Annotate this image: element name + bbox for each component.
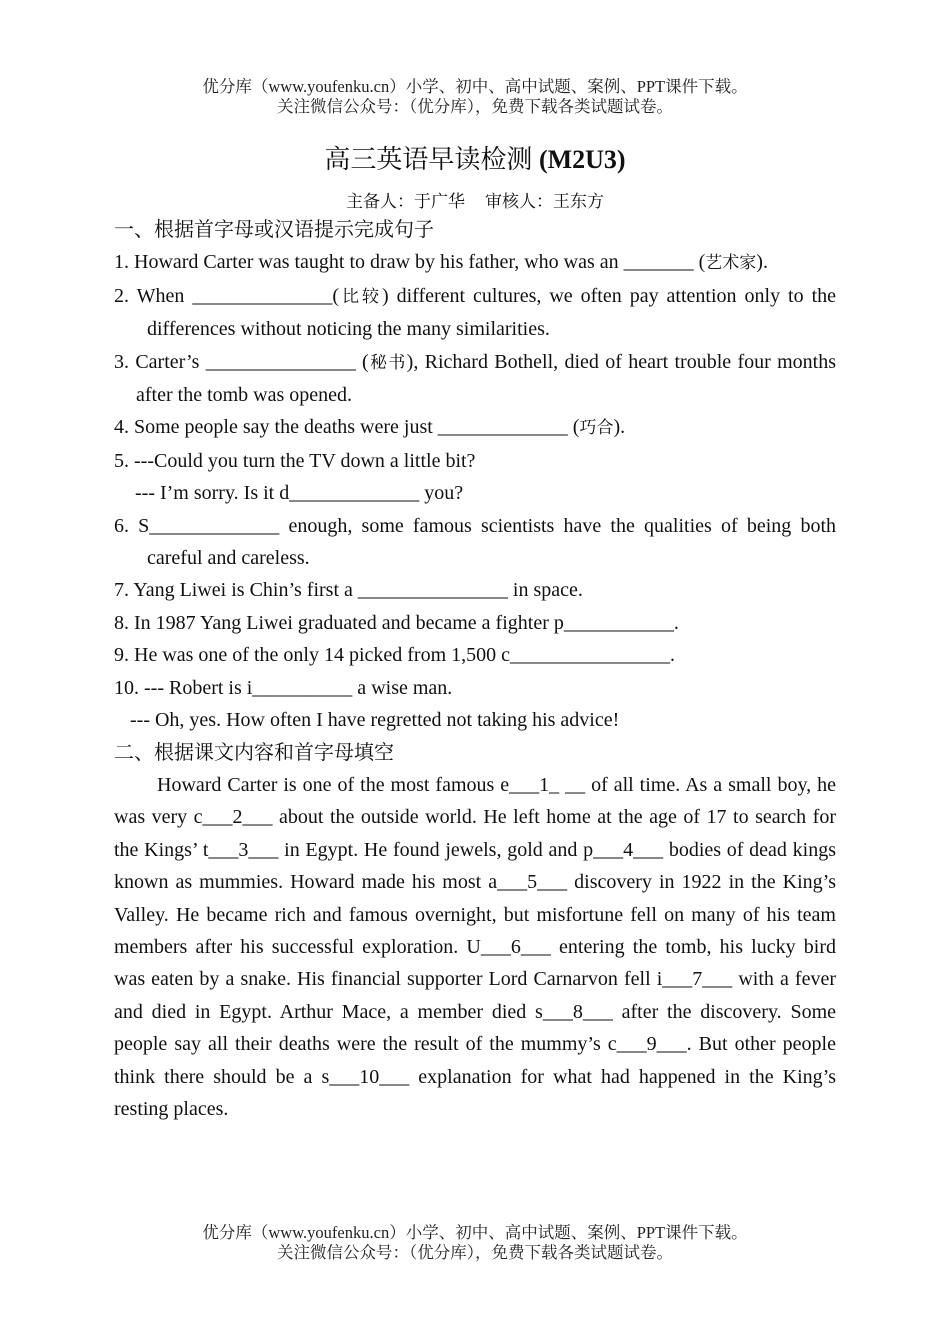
question-4-text: 4. Some people say the deaths were just _____________ ( xyxy=(114,416,580,439)
header-line-2: 关注微信公众号：（优分库），免费下载各类试题试卷。 xyxy=(277,97,673,116)
question-3-text: 3. Carter’s _______________ ( xyxy=(114,350,369,373)
page-title xyxy=(0,142,950,178)
footer-line-1: 优分库（www.youfenku.cn）小学、初中、高中试题、案例、PPT课件下载。 xyxy=(202,1223,748,1242)
question-1-text: 1. Howard Carter was taught to draw by his father, who was an _______ ( xyxy=(114,251,706,274)
question-2-end: ) different cultures, we often pay attention only to the differences without noticing the many similarities. xyxy=(147,284,837,341)
question-2-text: 2. When ______________( xyxy=(114,284,340,307)
question-5-ask: 5. ---Could you turn the TV down a little bit? xyxy=(114,449,476,472)
question-4-hint: 巧合 xyxy=(579,418,614,438)
question-2 xyxy=(114,280,836,346)
reviewer: 审核人：王东方 xyxy=(485,192,604,211)
cloze-passage: Howard Carter is one of the most famous e___1_ __ of all time. As a small boy, he was very c___2___ about the outside world. He left home at the age of 17 to search for the Kings’ t___3___ in Egypt. He found jewels, gold and p___4___ bodies of dead kings known as mummies. Howard made his most a___5___ discovery in 1922 in the King’s Valley. He became rich and famous overnight, but misfortune fell on many of his team members after his successful exploration. U___6___ entering the tomb, his lucky bird was eaten by a snake. His financial supporter Lord Carnarvon fell i___7___ with a fever and died in Egypt. Arthur Mace, a member died s___8___ after the discovery. Some people say all their deaths were the result of the mummy’s c___9___. But other people think there should be a s___10___ explanation for what had happened in the King’s resting places. xyxy=(114,773,836,1120)
question-6: 6. S_____________ enough, some famous scientists have the qualities of being both careful and careless. xyxy=(114,514,836,570)
authors-line xyxy=(0,190,950,214)
section-2-heading: 二、根据课文内容和首字母填空 xyxy=(114,741,394,764)
question-1 xyxy=(114,246,836,279)
question-9: 9. He was one of the only 14 picked from 1,500 c________________. xyxy=(114,644,676,667)
question-2-hint: 比较 xyxy=(339,286,382,306)
question-5-reply: --- I’m sorry. Is it d_____________ you? xyxy=(135,482,464,505)
question-4-end: ). xyxy=(613,416,626,439)
question-3-hint: 秘书 xyxy=(368,352,407,372)
header-line-1: 优分库（www.youfenku.cn）小学、初中、高中试题、案例、PPT课件下载。 xyxy=(202,77,748,96)
title-code: (M2U3) xyxy=(538,145,626,174)
question-3 xyxy=(114,346,836,412)
section-1-heading: 一、根据首字母或汉语提示完成句子 xyxy=(114,219,434,241)
question-3-end: ), Richard Bothell, died of heart trouble four months after the tomb was opened. xyxy=(136,350,837,407)
question-1-hint: 艺术家 xyxy=(705,253,757,273)
page-header xyxy=(0,77,950,117)
page-footer xyxy=(0,1223,950,1263)
worksheet-content xyxy=(114,214,836,1125)
title-main: 高三英语早读检测 xyxy=(324,145,539,174)
preparer: 主备人：于广华 xyxy=(346,192,465,211)
question-10-ask: 10. --- Robert is i__________ a wise man. xyxy=(114,676,453,699)
question-10-reply: --- Oh, yes. How often I have regretted not taking his advice! xyxy=(130,709,620,732)
question-4 xyxy=(114,411,836,444)
question-1-end: ). xyxy=(756,251,768,274)
footer-line-2: 关注微信公众号：（优分库），免费下载各类试题试卷。 xyxy=(277,1243,673,1262)
question-8: 8. In 1987 Yang Liwei graduated and became a fighter p___________. xyxy=(114,611,679,634)
question-7: 7. Yang Liwei is Chin’s first a _______________ in space. xyxy=(114,579,583,602)
